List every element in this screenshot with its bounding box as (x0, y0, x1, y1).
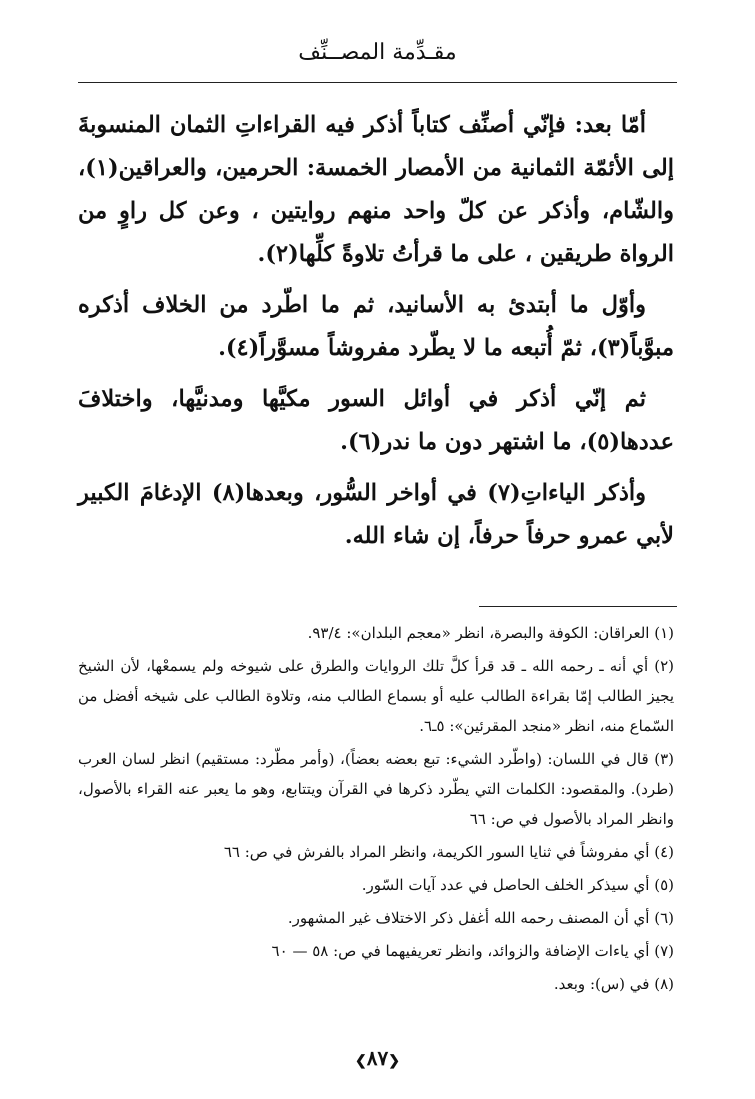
header-rule (78, 82, 677, 83)
page-number (0, 1046, 755, 1070)
footnotes (78, 618, 674, 1002)
main-text (78, 104, 674, 566)
body-paragraph: وأذكر الياءاتِ(٧) في أواخر السُّور، وبعدها(٨) الإدغامَ الكبير لأبي عمرو حرفاً حرفاً، إن شاء الله. (78, 480, 674, 549)
footnote: (٤) أي مفروشاً في ثنايا السور الكريمة، وانظر المراد بالفرش في ص: ٦٦ (223, 843, 674, 861)
footnote: (١) العراقان: الكوفة والبصرة، انظر «معجم البلدان»: ٩٣/٤. (307, 624, 674, 642)
footnote: (٦) أي أن المصنف رحمه الله أغفل ذكر الاختلاف غير المشهور. (287, 909, 674, 927)
running-header-title: مقـدِّمة المصــنِّف (298, 40, 457, 65)
footnote: (٧) أي ياءات الإضافة والزوائد، وانظر تعريفيهما في ص: ٥٨ — ٦٠ (271, 942, 674, 960)
page-number-value: ٨٧ (366, 1046, 389, 1070)
footnote: (٢) أي أنه ـ رحمه الله ـ قد قرأ كلَّ تلك الروايات والطرق على شيوخه ولم يسمعْها، لأن الشيخ يجيز الطالب إمّا بقراءة الطالب عليه أو بسماع الطالب منه، وتلاوة الطالب على شيخه أفضل من السّماع منه، انظر «منجد المقرئين»: ٥ـ٦. (78, 657, 674, 735)
ornament-right-icon: ❯ (355, 1053, 367, 1069)
footnote-separator (479, 606, 677, 607)
footnote: (٨) في (س): وبعد. (553, 975, 674, 993)
footnote: (٣) قال في اللسان: (واطّرد الشيء: تبع بعضه بعضاً)، (وأمر مطّرد: مستقيم) انظر لسان العرب (طرد). والمقصود: الكلمات التي يطّرد ذكرها في القرآن ويتتابع، وهو ما يعبر عنه القراء بالأصول، وانظر المراد بالأصول في ص: ٦٦ (78, 750, 674, 828)
footnote: (٥) أي سيذكر الخلف الحاصل في عدد آيات السّور. (361, 876, 674, 894)
ornament-left-icon: ❮ (388, 1053, 400, 1069)
body-paragraph: أمّا بعد: فإنّي أصنِّف كتاباً أذكر فيه القراءاتِ الثمان المنسوبةَ إلى الأئمّة الثمانية من الأمصار الخمسة: الحرمين، والعراقين(١)، والشّام، وأذكر عن كلّ واحد منهم روايتين ، وعن كل راوٍ من الرواة طريقين ، على ما قرأتُ تلاوةً كلِّها(٢). (78, 112, 674, 267)
body-paragraph: وأوّل ما أبتدئ به الأسانيد، ثم ما اطّرد من الخلاف أذكره مبوَّباً(٣)، ثمّ أُتبعه ما لا يطّرد مفروشاً مسوَّراً(٤). (78, 292, 674, 361)
body-paragraph: ثم إنّي أذكر في أوائل السور مكيَّها ومدنيَّها، واختلافَ عددها(٥)، ما اشتهر دون ما ندر(٦). (78, 386, 674, 455)
